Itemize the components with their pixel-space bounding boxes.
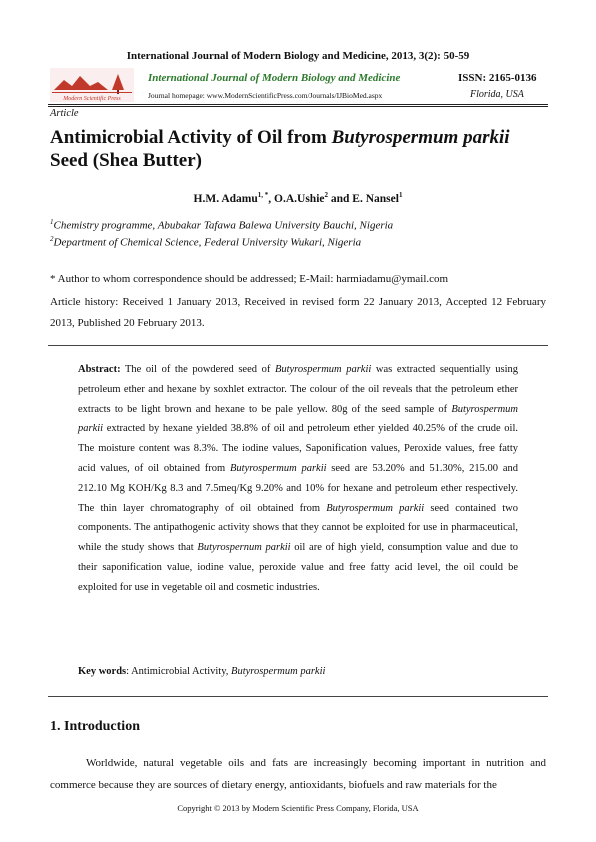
title-part2: Seed (Shea Butter) — [50, 150, 202, 171]
keywords-text: : Antimicrobial Activity, — [126, 666, 232, 677]
abstract-text: was extracted sequentially using petroleum ether and hexane by soxhlet extractor. The colour of the oil reveals that the petroleum ether extracts to be light brown and hexane to be pale yellow. 80g of the seed sample of — [78, 364, 518, 415]
abstract-bottom-rule — [48, 696, 548, 697]
abstract-text: seed contained two components. The antipathogenic activity shows that they cannot be exploited for use in pharmaceutical, while the study shows that — [78, 502, 518, 554]
article-type: Article — [50, 108, 79, 119]
journal-name[interactable]: International Journal of Modern Biology and Medicine — [148, 72, 401, 84]
section-heading: 1. Introduction — [50, 719, 140, 734]
journal-logo — [50, 68, 134, 102]
article-title — [50, 126, 550, 172]
journal-location: Florida, USA — [470, 89, 524, 100]
affiliation — [50, 218, 393, 232]
abstract-species: Butyrospermum parkii — [78, 403, 518, 435]
header-rule — [48, 104, 548, 105]
abstract-species: Butyrospermum parkii — [326, 502, 425, 514]
abstract-species: Butyrospermum parkii — [229, 462, 327, 474]
author-list — [0, 191, 596, 205]
keywords-species: Butyrospermum parkii — [231, 666, 326, 677]
title-species: Butyrospermum parkii — [331, 127, 510, 148]
affiliation-number: 2 — [50, 235, 54, 243]
author-name: E. Nansel — [352, 192, 399, 205]
abstract-text: extracted by hexane yielded 38.8% of oil and petroleum ether yielded 40.25% of the crude oil. The moisture content was 8.3%. The iodine values, Saponification values, Peroxide values, free fatty acid values, of oil obtained from — [78, 423, 518, 474]
author-sup: 1 — [398, 191, 403, 199]
abstract-species: Butyrospermum parkii — [274, 364, 372, 375]
author-sup: 1, * — [257, 191, 269, 199]
logo-text: Modern Scientific Press — [63, 96, 121, 102]
abstract-text: seed are 53.20% and 51.30%, 215.00 and 212.10 Mg KOH/Kg 8.3 and 7.5meq/Kg 9.20% and 10% for hexane and petroleum ether respectively. The thin layer chromatography of oil obtained from — [78, 462, 518, 514]
author-sup: 2 — [324, 191, 328, 199]
abstract-text: oil are of high yield, consumption value and due to their saponification value, iodine value, peroxide value and free fatty acid level, the oil could be exploited for use in vegetable oil and cosmetic industries. — [78, 542, 518, 593]
author-separator: and — [328, 192, 353, 205]
author-name: H.M. Adamu — [193, 192, 258, 205]
abstract-label: Abstract: — [78, 364, 121, 375]
abstract-text: The oil of the powdered seed of — [120, 364, 275, 375]
keywords-label: Key words — [78, 666, 127, 677]
journal-citation: International Journal of Modern Biology and Medicine, 2013, 3(2): 50-59 — [126, 50, 470, 62]
correspondence-note: * Author to whom correspondence should be addressed; E-Mail: harmiadamu@ymail.com — [50, 273, 449, 285]
journal-homepage-link[interactable]: Journal homepage: www.ModernScientificPress.com/Journals/IJBioMed.aspx — [148, 91, 383, 100]
title-part1: Antimicrobial Activity of Oil from — [50, 127, 332, 148]
abstract-species: Butyrospernum parkii — [197, 542, 291, 554]
affiliation-text: Department of Chemical Science, Federal University Wukari, Nigeria — [53, 236, 362, 249]
abstract-top-rule — [48, 345, 548, 346]
header-rule-thin — [48, 106, 548, 107]
keywords — [78, 666, 325, 677]
issn: ISSN: 2165-0136 — [458, 72, 537, 84]
author-separator: , — [268, 192, 275, 205]
abstract — [78, 360, 518, 598]
intro-paragraph: Worldwide, natural vegetable oils and fats are increasingly becoming important in nutrition and commerce because they are sources of dietary energy, antioxidants, biofuels and raw materials for the — [50, 757, 546, 791]
copyright-footer: Copyright © 2013 by Modern Scientific Press Company, Florida, USA — [177, 803, 419, 813]
author-name: O.A.Ushie — [274, 192, 325, 205]
affiliation — [50, 235, 361, 249]
affiliation-number: 1 — [50, 218, 54, 226]
affiliation-text: Chemistry programme, Abubakar Tafawa Balewa University Bauchi, Nigeria — [53, 219, 394, 232]
article-history: Article history: Received 1 January 2013, Received in revised form 22 January 2013, Accepted 12 February 2013, Published 20 February 2013. — [50, 296, 546, 329]
